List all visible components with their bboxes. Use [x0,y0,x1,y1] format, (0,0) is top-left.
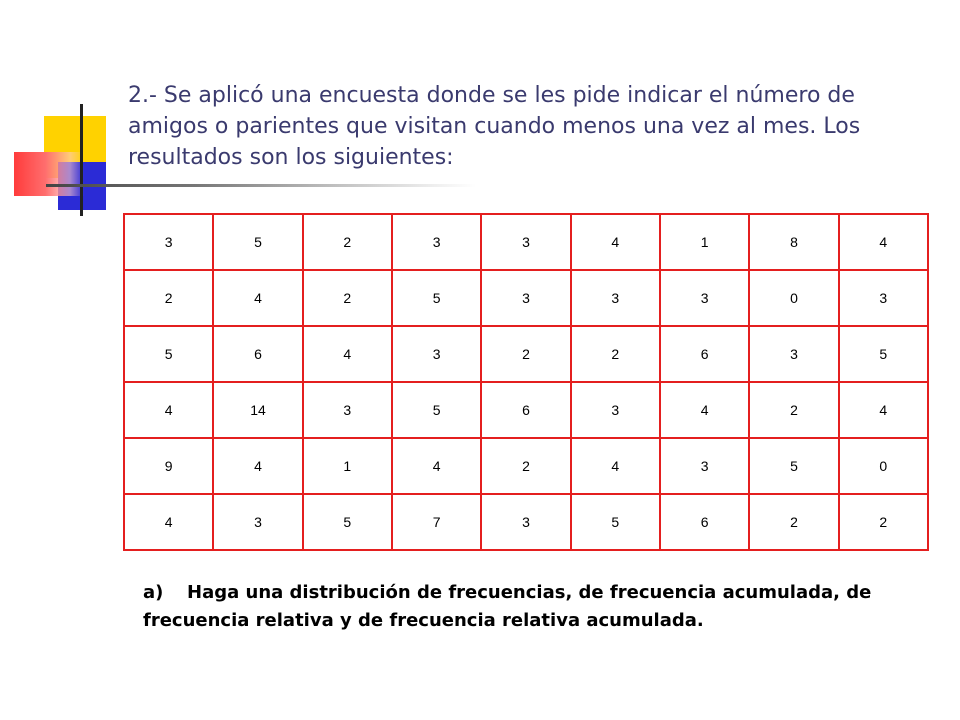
table-cell: 2 [303,214,392,270]
table-cell: 3 [571,382,660,438]
table-cell: 9 [124,438,213,494]
table-cell: 1 [660,214,749,270]
table-cell: 4 [660,382,749,438]
question-text: Haga una distribución de frecuencias, de frecuencia acumulada, de frecuencia relativa y de frecuencia relativa acumulada. [143,582,872,631]
table-cell: 2 [124,270,213,326]
table-cell: 3 [481,214,570,270]
table-cell: 2 [749,494,838,550]
table-row [124,494,928,550]
table-cell: 2 [481,438,570,494]
table-cell: 2 [481,326,570,382]
table-cell: 4 [303,326,392,382]
table-cell: 6 [660,494,749,550]
vertical-rule-decoration [80,104,83,216]
table-cell: 4 [839,382,928,438]
table-cell: 5 [392,270,481,326]
table-cell: 4 [213,270,302,326]
table-cell: 2 [839,494,928,550]
table-row [124,214,928,270]
table-cell: 3 [481,494,570,550]
table-cell: 2 [749,382,838,438]
table-cell: 3 [660,438,749,494]
table-cell: 5 [124,326,213,382]
question-marker: a) [143,582,164,603]
table-cell: 5 [392,382,481,438]
table-cell: 5 [303,494,392,550]
table-cell: 4 [571,438,660,494]
horizontal-rule-decoration [46,184,476,187]
table-cell: 2 [571,326,660,382]
table-cell: 3 [839,270,928,326]
table-cell: 1 [303,438,392,494]
table-cell: 3 [660,270,749,326]
table-cell: 3 [213,494,302,550]
slide-title: 2.- Se aplicó una encuesta donde se les pide indicar el número de amigos o parientes que visitan cuando menos una vez al mes. Los resultados son los siguientes: [128,83,861,170]
table-cell: 3 [392,326,481,382]
table-cell: 3 [481,270,570,326]
table-cell: 3 [124,214,213,270]
table-row [124,326,928,382]
table-cell: 14 [213,382,302,438]
table-cell: 7 [392,494,481,550]
table-cell: 4 [392,438,481,494]
table-cell: 6 [481,382,570,438]
table-cell: 5 [213,214,302,270]
table-cell: 6 [660,326,749,382]
table-cell: 4 [571,214,660,270]
table-row [124,382,928,438]
table-cell: 4 [839,214,928,270]
table-cell: 5 [571,494,660,550]
table-cell: 3 [749,326,838,382]
table-cell: 3 [392,214,481,270]
table-cell: 8 [749,214,838,270]
table-row [124,270,928,326]
table-cell: 4 [124,494,213,550]
question-a [143,579,903,635]
table-cell: 3 [571,270,660,326]
table-cell: 0 [839,438,928,494]
table-cell: 5 [749,438,838,494]
table-cell: 3 [303,382,392,438]
table-cell: 2 [303,270,392,326]
table-cell: 5 [839,326,928,382]
survey-data-table-body [124,214,928,550]
table-cell: 6 [213,326,302,382]
red-gradient-decoration [14,152,84,196]
survey-data-table [123,213,929,551]
table-cell: 0 [749,270,838,326]
table-cell: 4 [124,382,213,438]
table-cell: 4 [213,438,302,494]
table-row [124,438,928,494]
